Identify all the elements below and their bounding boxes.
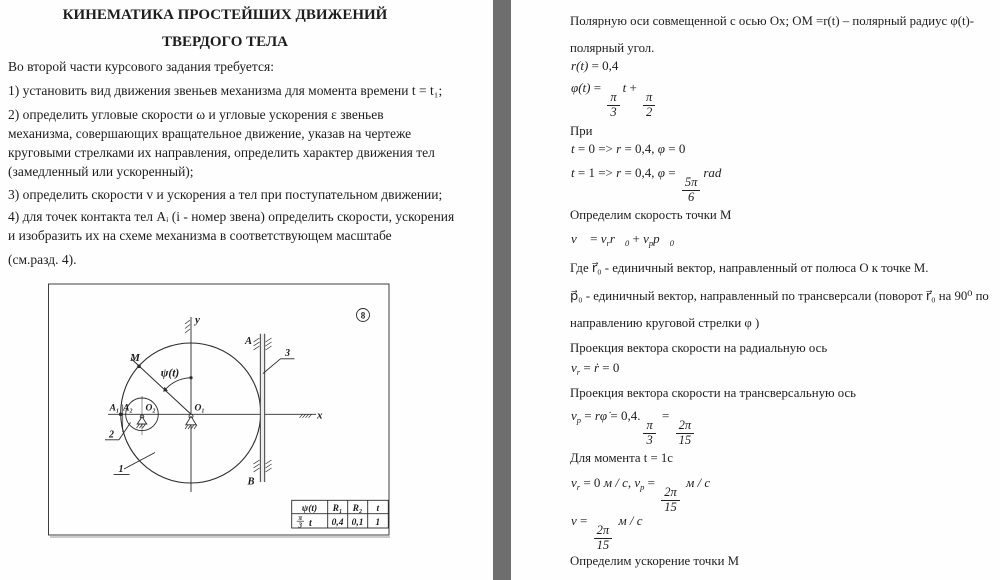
point-A1-dot: [119, 413, 123, 417]
table-psi-variable: t: [309, 517, 312, 529]
point-B-label: B: [247, 476, 255, 488]
formula-velocity-vector: v⃗ = $v_rr⃗_0$ + $v_pp⃗_0$: [571, 231, 674, 248]
point-M-dot: [137, 365, 141, 369]
link3-number: 3: [285, 348, 290, 359]
intro-paragraph: Во второй части курсового задания требуется:: [8, 59, 274, 74]
table-value-t: 1: [375, 518, 381, 529]
link2-number: 2: [109, 429, 114, 441]
page-left: [0, 0, 493, 580]
doc-title-line2: ТВЕРДОГО ТЕЛА: [162, 34, 288, 50]
point-A2-label: A₂: [123, 403, 133, 414]
table-value-R1: 0,4: [331, 518, 344, 529]
y-axis-label: y: [195, 314, 200, 326]
rod-3-fill: [260, 334, 264, 482]
figure-frame: [49, 284, 390, 535]
formula-vr-zero: $v_r$ = ṙ = 0: [571, 360, 620, 377]
formula-t0: t = 0 => r = 0,4, φ = 0: [571, 141, 686, 156]
table-header-R1: R₁: [332, 503, 343, 514]
x-axis-label: x: [317, 409, 323, 422]
where-r0-line: Где r⃗₀ - единичный вектор, направленный от полюса О к точке М.: [570, 261, 929, 275]
pin-support-O2: [137, 415, 147, 428]
point-O1-label: O₁: [194, 403, 205, 414]
point-A1-label: A₁: [109, 403, 120, 414]
acceleration-heading: Определим ускорение точки М: [570, 554, 739, 568]
page-right: [511, 0, 1000, 580]
formula-vp: $v_p$ = rφ̇ = 0,4. $\frac{\pi}{3}$ = $\frac{2\pi}{15}$: [571, 408, 697, 448]
point-M-label: M: [130, 352, 140, 364]
task-item-1: 1) установить вид движения звеньев механизма для момента времени t = t₁;: [8, 83, 443, 98]
task-item-4: 4) для точек контакта тел Аᵢ (i - номер звена) определить скорости, ускорения и изобразить их на схеме механизма в соответствующем масштабе: [8, 209, 455, 243]
x-axis-hatching: [300, 414, 312, 418]
mechanism-figure: [0, 280, 493, 542]
task-item-2: 2) определить угловые скорости ω и угловые ускорения ε звеньев механизма, совершающих вращательное движение, указав на чертеже круговыми стрелками их направления, определить характер движения тел (замедленный или ускоренный);: [8, 107, 435, 179]
formula-r-t: r(t) = 0,4: [571, 58, 619, 73]
leader-link3: [263, 359, 295, 374]
table-psi-denominator: 3: [298, 521, 303, 530]
speed-heading: Определим скорость точки М: [570, 208, 732, 222]
figure-number: 8: [360, 310, 366, 321]
see-section-note: (см.разд. 4).: [8, 252, 77, 267]
task-item-3: 3) определить скорости v и ускорения а тел при поступательном движении;: [8, 187, 443, 202]
doc-title-line1: КИНЕМАТИКА ПРОСТЕЙШИХ ДВИЖЕНИЙ: [62, 7, 388, 23]
moment-t1-line: Для момента t = 1с: [570, 451, 673, 465]
psi-angle-label: ψ(t): [160, 367, 180, 380]
formula-t1: t = 1 => r = 0,4, φ = $\frac{5\pi}{6}$ rad: [571, 165, 722, 205]
transversal-projection-heading: Проекция вектора скорости на трансверсальную ось: [570, 386, 856, 400]
page-divider: [493, 0, 511, 580]
table-header-t: t: [376, 503, 380, 514]
formula-phi-t: φ(t) = $\frac{\pi}{3}$ t + $\frac{\pi}{2}$: [571, 80, 658, 120]
point-A-label: A: [244, 336, 252, 347]
radial-projection-heading: Проекция вектора скорости на радиальную ось: [570, 341, 828, 355]
formula-vr-vp-values: $v_r = 0$ м / с, $v_p$ = $\frac{2\pi}{15}$ м / с: [571, 475, 711, 515]
y-axis-hatching: [185, 320, 190, 333]
point-O2-label: O₂: [145, 403, 156, 414]
table-header-psi: ψ(t): [301, 503, 318, 514]
where-p0-paragraph: p⃗₀ - единичный вектор, направленный по трансверсали (поворот r⃗₀ на 90⁰ по направлению круговой стрелки φ ): [570, 289, 989, 330]
table-header-R2: R₂: [352, 503, 363, 514]
table-value-R2: 0,1: [351, 518, 364, 529]
table-psi-numerator: π: [298, 513, 303, 522]
formula-v-total: v = $\frac{2\pi}{15}$ м / с: [571, 513, 643, 553]
pri-label: При: [570, 124, 593, 138]
link1-number: 1: [118, 464, 124, 475]
psi-arc-start-dot: [189, 376, 192, 379]
polar-intro-paragraph: Полярную оси совмещенной с осью Ох; ОМ =r(t) – полярный радиус φ(t)- полярный угол.: [570, 14, 975, 55]
